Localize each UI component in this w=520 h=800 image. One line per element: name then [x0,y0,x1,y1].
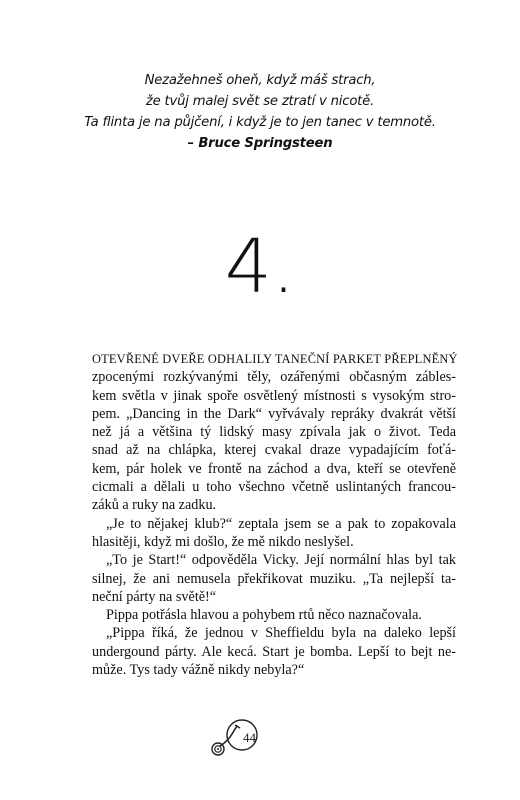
epigraph-line: Nezažehneš oheň, když máš strach, [144,73,376,88]
text-line: OTEVŘENÉ DVEŘE ODHALILY TANEČNÍ PARKET PŘEPLNĚNÝ [92,352,458,366]
text-line: než já a většina tý lidský masy zpívala jak o život. Teda [92,424,456,441]
epigraph-author: – Bruce Springsteen [187,136,333,151]
microphone-icon [206,718,266,764]
page-number: 44 [243,730,256,745]
text-line: cicmali a dělali u toho všechno včetně uslintaných francou- [92,479,456,496]
text-line: kem světla v jinak spoře osvětlený místnosti s vysokým stro- [92,387,456,404]
text-line: zpocenými rozkývanými těly, ozářenými občasným zábles- [92,369,456,386]
text-line: „Je to nějakej klub?“ zeptala jsem se a pak to zopakovala [106,515,456,532]
epigraph-line: že tvůj malej svět se ztratí v nicotě. [145,94,375,109]
text-line: záků a ruky na zadku. [92,497,217,514]
text-line: může. Tys tady vážně nikdy nebyla?“ [92,662,305,679]
text-line: undergound párty. Ale kecá. Start je bomba. Lepší to bejt ne- [92,643,456,660]
text-line: pem. „Dancing in the Dark“ vyřvávaly repráky dvakrát větší [92,405,456,422]
text-line: silnej, že ani nemusela překřikovat muziku. „Ta nejlepší ta- [92,570,456,587]
epigraph-line: Ta flinta je na půjčení, i když je to jen tanec v temnotě. [84,115,436,130]
text-line: hlasitěji, když mi došlo, že mě nikdo neslyšel. [92,533,354,550]
text-line: Pippa potřásla hlavou a pohybem rtů něco naznačovala. [106,607,422,624]
chapter-number: 4. [224,224,296,310]
text-line: „To je Start!“ odpověděla Vicky. Její normální hlas byl tak [106,552,456,569]
epigraph [0,70,520,154]
page-folio [206,718,266,764]
text-line: „Pippa říká, že jednou v Sheffieldu byla na daleko lepší [106,625,456,642]
text-line: neční párty na světě!“ [92,588,217,605]
text-line: kem, pár holek ve frontě na záchod a dva, kteří se otevřeně [92,460,456,477]
chapter-body [92,350,456,679]
text-line: snad až na chlápka, kterej cvakal draze vypadajícím foťá- [92,442,456,459]
